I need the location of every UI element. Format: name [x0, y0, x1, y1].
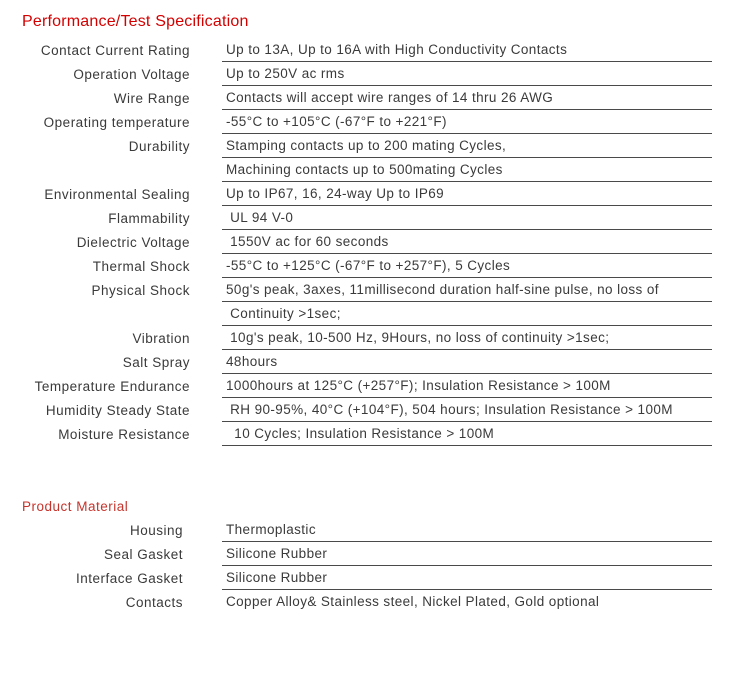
- product-material-row-label: Seal Gasket: [103, 547, 183, 562]
- performance-spec-row-label: Contact Current Rating: [40, 43, 190, 58]
- product-material-row-label: Housing: [129, 523, 183, 538]
- performance-spec-row: [22, 182, 712, 206]
- performance-spec-row-label: Environmental Sealing: [44, 187, 190, 202]
- performance-spec-row-value: 10 Cycles; Insulation Resistance > 100M: [222, 426, 712, 446]
- performance-spec-rows: [22, 38, 712, 446]
- performance-spec-row: [22, 134, 712, 158]
- performance-spec-row-value: Up to 13A, Up to 16A with High Conductivity Contacts: [222, 42, 712, 62]
- performance-spec-row: [22, 350, 712, 374]
- performance-spec-row: [22, 278, 712, 302]
- performance-spec-row-value: RH 90-95%, 40°C (+104°F), 504 hours; Insulation Resistance > 100M: [222, 402, 712, 422]
- performance-spec-row-label: Thermal Shock: [92, 259, 190, 274]
- performance-spec-row-label: Durability: [128, 139, 190, 154]
- performance-spec-row-label: Flammability: [108, 211, 190, 226]
- performance-spec-row: [22, 206, 712, 230]
- performance-spec-row-value: -55°C to +105°C (-67°F to +221°F): [222, 114, 712, 134]
- product-material-row: [22, 542, 712, 566]
- product-material-row-label: Contacts: [125, 595, 183, 610]
- product-material-row-value: Copper Alloy& Stainless steel, Nickel Plated, Gold optional: [226, 594, 600, 609]
- performance-spec-row: [22, 38, 712, 62]
- product-material-row: [22, 566, 712, 590]
- performance-spec-row-value: 50g's peak, 3axes, 11millisecond duration half-sine pulse, no loss of: [222, 282, 712, 302]
- product-material-row-label: Interface Gasket: [75, 571, 183, 586]
- performance-spec-row: [22, 374, 712, 398]
- performance-spec-row: [22, 230, 712, 254]
- product-material-row-value: Thermoplastic: [222, 522, 712, 542]
- product-material-row-value: Silicone Rubber: [222, 570, 712, 590]
- performance-spec-row-value: -55°C to +125°C (-67°F to +257°F), 5 Cycles: [222, 258, 712, 278]
- product-material-row: [22, 590, 712, 614]
- performance-spec-row: [22, 302, 712, 326]
- performance-spec-row: [22, 110, 712, 134]
- performance-spec-row-value: Up to 250V ac rms: [222, 66, 712, 86]
- product-material-title: Product Material: [22, 499, 129, 514]
- product-material-row: [22, 518, 712, 542]
- performance-spec-row-label: [22, 322, 190, 326]
- performance-spec-row-value: Stamping contacts up to 200 mating Cycles,: [222, 138, 712, 158]
- performance-spec-row: [22, 326, 712, 350]
- product-material-row-value: Silicone Rubber: [222, 546, 712, 566]
- performance-spec-row: [22, 86, 712, 110]
- performance-spec-row-label: Wire Range: [113, 91, 190, 106]
- performance-spec-row-value: 1550V ac for 60 seconds: [222, 234, 712, 254]
- performance-spec-title: Performance/Test Specification: [22, 13, 249, 30]
- performance-spec-section: [22, 13, 712, 446]
- performance-spec-row-label: Dielectric Voltage: [76, 235, 190, 250]
- performance-spec-row-value: 10g's peak, 10-500 Hz, 9Hours, no loss of continuity >1sec;: [222, 330, 712, 350]
- performance-spec-row: [22, 398, 712, 422]
- performance-spec-row-value: Machining contacts up to 500mating Cycles: [222, 162, 712, 182]
- performance-spec-row-label: Salt Spray: [122, 355, 190, 370]
- performance-spec-row-label: Operating temperature: [43, 115, 190, 130]
- performance-spec-row-value: UL 94 V-0: [222, 210, 712, 230]
- performance-spec-row-label: Physical Shock: [91, 283, 190, 298]
- performance-spec-row-value: Continuity >1sec;: [222, 306, 712, 326]
- performance-spec-row: [22, 158, 712, 182]
- performance-spec-row: [22, 422, 712, 446]
- performance-spec-row: [22, 62, 712, 86]
- product-material-section: [22, 499, 712, 614]
- performance-spec-row-label: Vibration: [132, 331, 190, 346]
- performance-spec-row-label: Moisture Resistance: [58, 427, 190, 442]
- performance-spec-row-label: Humidity Steady State: [45, 403, 190, 418]
- product-material-rows: [22, 518, 712, 614]
- performance-spec-row-value: 48hours: [222, 354, 712, 374]
- performance-spec-row-value: 1000hours at 125°C (+257°F); Insulation Resistance > 100M: [222, 378, 712, 398]
- performance-spec-row-label: [22, 178, 190, 182]
- performance-spec-row-value: Up to IP67, 16, 24-way Up to IP69: [222, 186, 712, 206]
- performance-spec-row-label: Operation Voltage: [73, 67, 190, 82]
- performance-spec-row-label: Temperature Endurance: [34, 379, 190, 394]
- performance-spec-row-value: Contacts will accept wire ranges of 14 thru 26 AWG: [222, 90, 712, 110]
- performance-spec-row: [22, 254, 712, 278]
